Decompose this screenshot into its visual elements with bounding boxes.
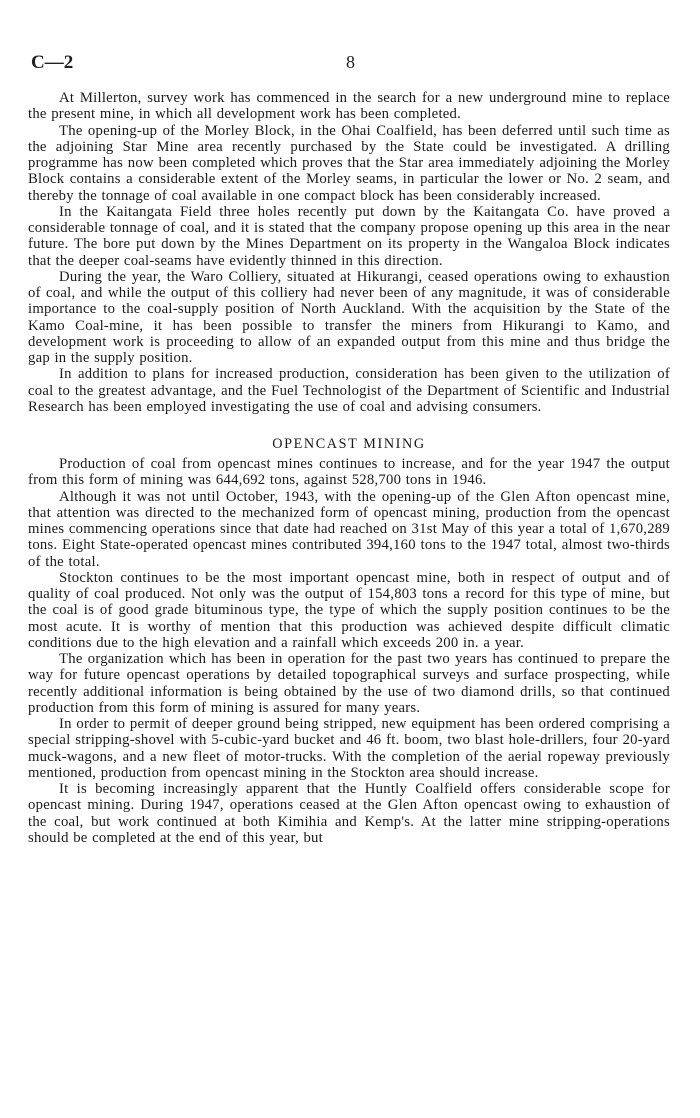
paragraph: At Millerton, survey work has commenced in the search for a new underground mine to replace the present mine, in which all development work has been completed. <box>28 90 670 123</box>
page-header <box>28 52 670 90</box>
page-number: 8 <box>346 52 355 72</box>
parliamentary-paper-code: C—2 <box>31 52 74 73</box>
section-heading-opencast-mining: OPENCAST MINING <box>272 436 426 452</box>
section-opencast-mining <box>28 456 670 846</box>
paragraph: The opening-up of the Morley Block, in the Ohai Coalfield, has been deferred until such time as the adjoining Star Mine area recently purchased by the State could be investigated. A drilling programme has now been completed which proves that the Star area immediately adjoining the Morley Block contains a considerable extent of the Morley seams, in particular the lower or No. 2 seam, and thereby the tonnage of coal available in one compact block has been considerably increased. <box>28 122 670 204</box>
section-coal-development <box>28 90 670 415</box>
paragraph: It is becoming increasingly apparent that the Huntly Coalfield offers considerable scope for opencast mining. During 1947, operations ceased at the Glen Afton opencast owing to exhaustion of the coal, but work continued at both Kimihia and Kemp's. At the latter mine stripping-operations should be completed at the end of this year, but <box>28 781 670 846</box>
paragraph: In the Kaitangata Field three holes recently put down by the Kaitangata Co. have proved a considerable tonnage of coal, and it is stated that the company propose opening up this area in the near future. The bore put down by the Mines Department on its property in the Wangaloa Block indicates that the deeper coal-seams have evidently thinned in this direction. <box>28 203 670 269</box>
paragraph: In order to permit of deeper ground being stripped, new equipment has been ordered comprising a special stripping-shovel with 5-cubic-yard bucket and 46 ft. boom, two blast hole-drillers, four 20-yard muck-wagons, and a new fleet of motor-trucks. With the completion of the aerial ropeway previously mentioned, production from opencast mining in the Stockton area should increase. <box>28 716 670 781</box>
paragraph: The organization which has been in operation for the past two years has continued to prepare the way for future opencast operations by detailed topographical surveys and surface prospecting, while recently additional information is being obtained by the use of two diamond drills, so that continued production from this form of mining is assured for many years. <box>28 651 670 716</box>
paragraph: Although it was not until October, 1943, with the opening-up of the Glen Afton opencast mine, that attention was directed to the mechanized form of opencast mining, production from the opencast mines commencing operations since that date had reached on 31st May of this year a total of 1,670,289 tons. Eight State-operated opencast mines contributed 394,160 tons to the 1947 total, almost two-thirds of the total. <box>28 488 670 570</box>
paragraph: Stockton continues to be the most important opencast mine, both in respect of output and of quality of coal produced. Not only was the output of 154,803 tons a record for this type of mine, but the coal is of good grade bituminous type, the type of which the supply position continues to be the most acute. It is worthy of mention that this production was achieved despite difficult climatic conditions due to the high elevation and a rainfall which exceeds 200 in. a year. <box>28 569 670 651</box>
paragraph: During the year, the Waro Colliery, situated at Hikurangi, ceased operations owing to exhaustion of coal, and while the output of this colliery had never been of any magnitude, it was of considerable importance to the coal-supply position of North Auckland. With the acquisition by the State of the Kamo Coal-mine, it has been possible to transfer the miners from Hikurangi to Kamo, and development work is proceeding to allow of an expanded output from this mine and thus bridge the gap in the supply position. <box>28 268 670 366</box>
paragraph: In addition to plans for increased production, consideration has been given to the utilization of coal to the greatest advantage, and the Fuel Technologist of the Department of Scientific and Industrial Research has been employed investigating the use of coal and advising consumers. <box>28 366 670 415</box>
paragraph: Production of coal from opencast mines continues to increase, and for the year 1947 the output from this form of mining was 644,692 tons, against 528,700 tons in 1946. <box>28 456 670 489</box>
